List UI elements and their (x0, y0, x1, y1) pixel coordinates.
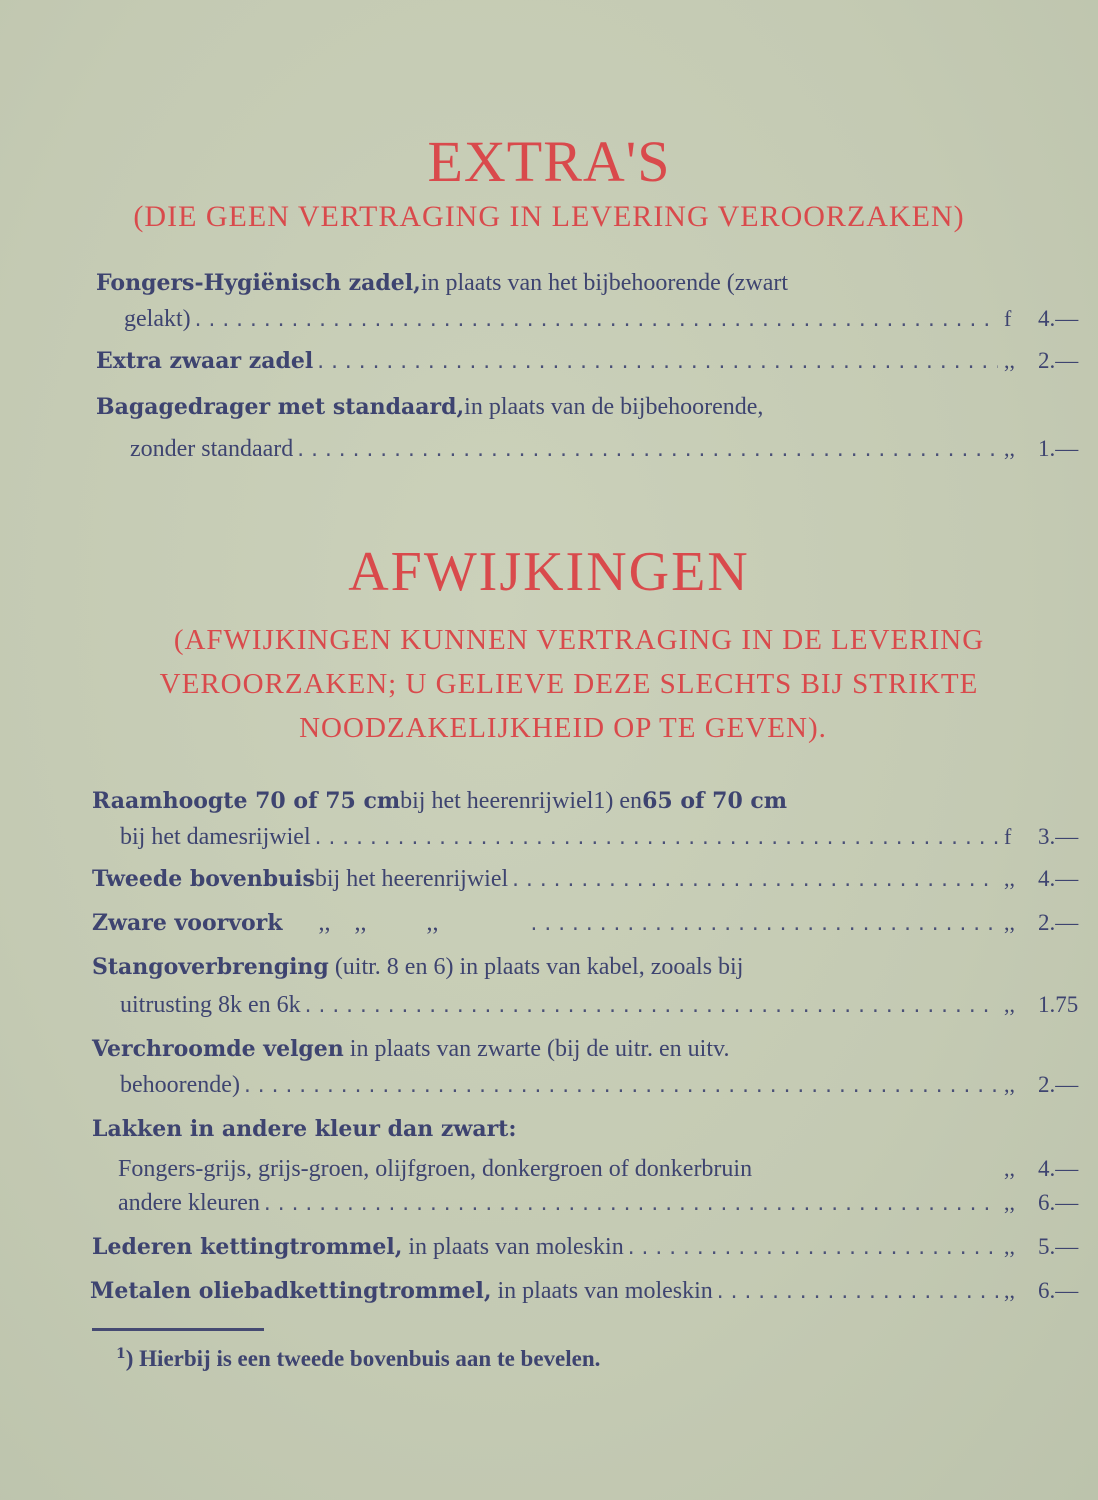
afw-item-8-line1 (90, 1278, 1098, 1316)
currency-prefix: ,, (1004, 910, 1015, 935)
afw-item-8-head: Metalen oliebadkettingtrommel, (90, 1278, 492, 1304)
leader-dots (313, 828, 998, 849)
currency-prefix: ,, (1004, 436, 1015, 461)
price: 1.75 (1038, 992, 1079, 1017)
currency-prefix: ,, (1004, 1234, 1015, 1259)
extras-item-2-line1 (96, 348, 1098, 386)
extras-item-1-line1 (96, 270, 1006, 308)
leader-dots (315, 352, 998, 373)
currency-prefix: ,, (1004, 992, 1015, 1017)
afw-item-6-sub2-text: andere kleuren (118, 1190, 260, 1216)
price: 6.— (1038, 1190, 1079, 1215)
afw-item-2-text: bij het heerenrijwiel (314, 866, 509, 892)
currency-prefix: ,, (1004, 348, 1015, 373)
price: 6.— (1038, 1278, 1079, 1303)
afw-item-6-sub1 (118, 1156, 1098, 1194)
afw-item-3-ditto: ,, ,, ,, (282, 910, 439, 936)
afwijkingen-title: AFWIJKINGEN (348, 541, 750, 603)
afw-item-6-line1 (92, 1116, 992, 1154)
leader-dots (193, 310, 998, 331)
afw-item-4-mid: en 6 (242, 992, 289, 1018)
price: 1.— (1038, 436, 1079, 461)
price: 2.— (1038, 910, 1079, 935)
extras-item-3-cont: zonder standaard (130, 436, 294, 462)
afwijkingen-subtitle-3: NOODZAKELIJKHEID OP TE GEVEN). (299, 712, 827, 744)
afw-item-4-head: Stangoverbrenging (92, 954, 329, 980)
afw-item-1-text2: ) en (605, 788, 643, 814)
price: 4.— (1038, 866, 1079, 891)
afw-item-4-line2 (120, 992, 1098, 1030)
extras-item-3-head: Bagagedrager met standaard, (96, 394, 465, 420)
afw-item-1-line2 (120, 824, 1098, 862)
afw-item-4-sub2: k (288, 992, 301, 1018)
leader-dots (242, 1076, 998, 1097)
price: 4.— (1038, 1156, 1079, 1181)
afw-item-6-sub2 (118, 1190, 1098, 1228)
footnote (116, 1346, 600, 1372)
afw-item-7-head: Lederen kettingtrommel, (92, 1234, 403, 1260)
extras-subtitle: (DIE GEEN VERTRAGING IN LEVERING VEROORZAKEN) (133, 200, 965, 233)
extras-item-3-line1 (96, 394, 1006, 432)
afw-item-7-text: in plaats van moleskin (402, 1234, 624, 1260)
afw-item-5-head: Verchroomde velgen (92, 1036, 344, 1062)
price: 5.— (1038, 1234, 1079, 1259)
leader-dots (529, 914, 998, 935)
leader-dots (295, 440, 998, 461)
currency-prefix: f (1004, 824, 1012, 849)
extras-item-1-text: in plaats van het bijbehoorende (zwart (420, 270, 789, 296)
leader-dots (510, 870, 998, 891)
footnote-ref: 1 (593, 788, 606, 814)
extras-item-3-text: in plaats van de bijbehoorende, (464, 394, 764, 420)
leader-dots (262, 1194, 998, 1215)
price: 4.— (1038, 306, 1079, 331)
currency-prefix: ,, (1004, 1156, 1015, 1181)
afw-item-5-cont: behoorende) (120, 1072, 240, 1098)
leader-dots (715, 1282, 998, 1303)
afw-item-1-line1 (92, 788, 1002, 826)
afw-item-3-head: Zware voorvork (92, 910, 283, 936)
afw-item-8-text: in plaats van moleskin (491, 1278, 713, 1304)
afw-item-1-text: bij het heerenrijwiel (400, 788, 594, 814)
extras-item-2-head: Extra zwaar zadel (96, 348, 314, 374)
price: 2.— (1038, 348, 1079, 373)
afw-item-5-text: in plaats van zwarte (bij de uitr. en uitv. (343, 1036, 730, 1062)
afw-item-1-head: Raamhoogte 70 of 75 cm (92, 788, 401, 814)
afw-item-6-sub1-text: Fongers-grijs, grijs-groen, olijfgroen, donkergroen of donkerbruin (118, 1156, 753, 1182)
afw-item-2-head: Tweede bovenbuis (92, 866, 315, 892)
extras-title: EXTRA'S (427, 129, 671, 194)
afw-item-5-line2 (120, 1072, 1098, 1110)
price: 2.— (1038, 1072, 1079, 1097)
afwijkingen-subtitle-2: VEROORZAKEN; U GELIEVE DEZE SLECHTS BIJ STRIKTE (159, 668, 979, 700)
afw-item-5-line1 (92, 1036, 1002, 1074)
afw-item-4-cont: uitrusting 8 (120, 992, 231, 1018)
afw-item-4-line1 (92, 954, 992, 992)
afw-item-1-cont: bij het damesrijwiel (120, 824, 311, 850)
extras-item-1-head: Fongers-Hygiënisch zadel, (96, 270, 421, 296)
afw-item-1-head2: 65 of 70 cm (642, 788, 788, 814)
afw-item-7-line1 (92, 1234, 1098, 1272)
afw-item-3-line1 (92, 910, 1098, 948)
afw-item-6-head: Lakken in andere kleur dan zwart: (92, 1116, 517, 1142)
extras-item-1-cont: gelakt) (124, 306, 191, 332)
extras-item-1-line2 (124, 306, 1098, 344)
footnote-mark: 1 (116, 1346, 126, 1362)
currency-prefix: ,, (1004, 1278, 1015, 1303)
currency-prefix: ,, (1004, 1190, 1015, 1215)
currency-prefix: f (1004, 306, 1012, 331)
footnote-rule (92, 1328, 264, 1331)
extras-item-3-line2 (130, 436, 1098, 474)
currency-prefix: ,, (1004, 1072, 1015, 1097)
afwijkingen-subtitle-1: (AFWIJKINGEN KUNNEN VERTRAGING IN DE LEVERING (173, 624, 985, 656)
afw-item-4-text: (uitr. 8 en 6) in plaats van kabel, zooals bij (328, 954, 744, 980)
afw-item-4-sub1: k (230, 992, 243, 1018)
leader-dots (303, 996, 998, 1017)
currency-prefix: ,, (1004, 866, 1015, 891)
price: 3.— (1038, 824, 1079, 849)
afw-item-2-line1 (92, 866, 1098, 904)
footnote-text: ) Hierbij is een tweede bovenbuis aan te bevelen. (125, 1346, 601, 1371)
leader-dots (626, 1238, 998, 1259)
